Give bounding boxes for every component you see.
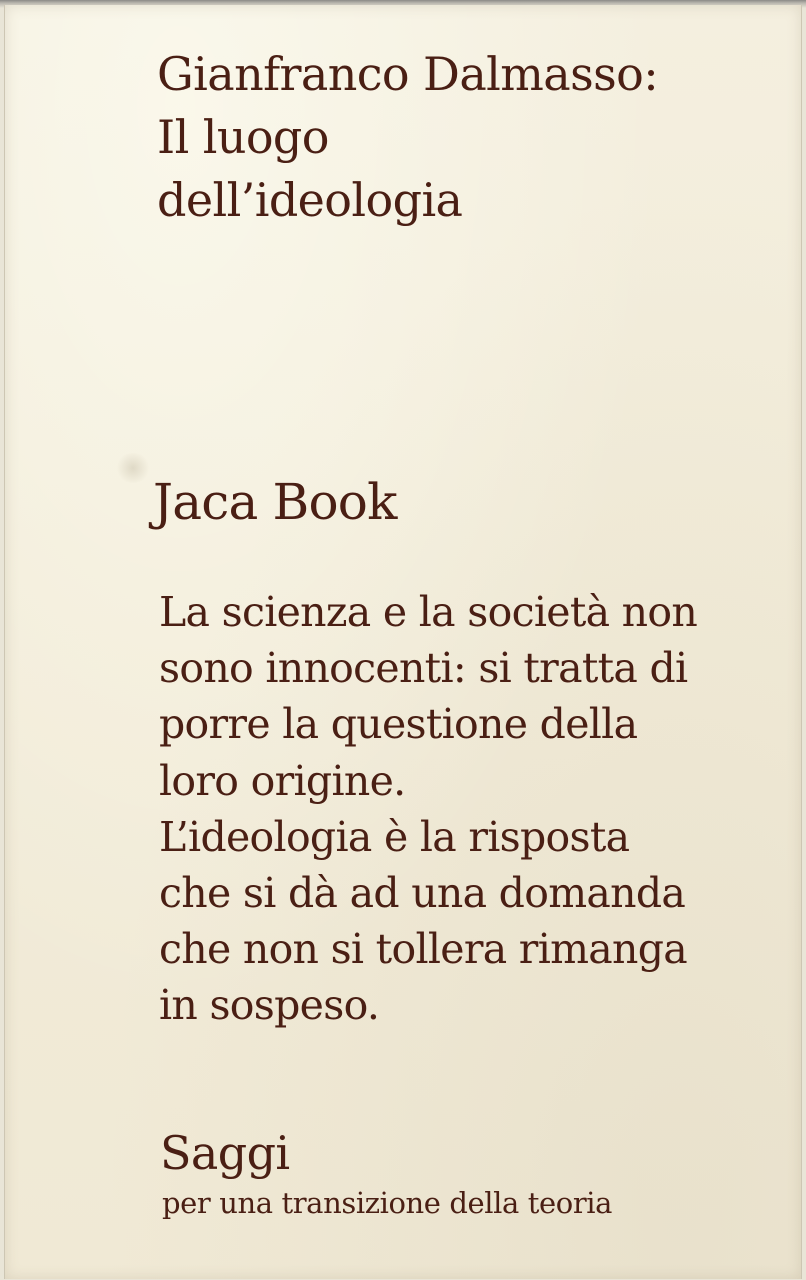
blurb-line: in sospeso. [159, 981, 380, 1030]
blurb-line: sono innocenti: si tratta di [159, 644, 688, 693]
blurb-line: loro origine. [159, 756, 406, 805]
blurb-line: La scienza e la società non [159, 588, 698, 636]
series-subtitle: per una transizione della teoria [162, 1186, 613, 1220]
author-name: Gianfranco Dalmasso: [157, 47, 659, 101]
paper-smudge [115, 453, 151, 483]
publisher-name: Jaca Book [153, 473, 397, 531]
cover-blurb [159, 584, 779, 1034]
book-cover [4, 5, 802, 1279]
blurb-line: che non si tollera rimanga [159, 925, 688, 974]
title-block [157, 43, 777, 232]
blurb-line: L’ideologia è la risposta [159, 812, 630, 861]
series-name: Saggi [160, 1126, 290, 1180]
blurb-line: che si dà ad una domanda [159, 869, 686, 918]
book-title-line-2: dell’ideologia [157, 173, 463, 227]
blurb-line: porre la questione della [159, 700, 638, 749]
book-title-line-1: Il luogo [157, 110, 329, 164]
